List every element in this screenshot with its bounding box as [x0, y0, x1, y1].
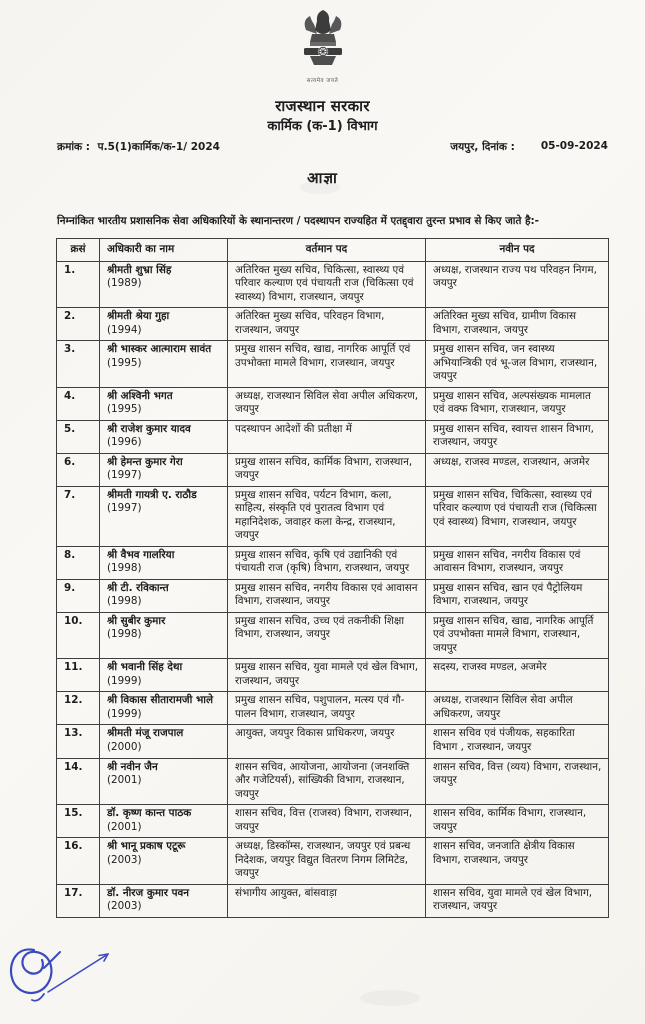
officer-batch-year: (1994)	[107, 323, 142, 336]
table-row	[57, 453, 609, 486]
current-post-cell: पदस्थापन आदेशों की प्रतीक्षा में	[228, 420, 426, 453]
serial-number: 14.	[57, 758, 100, 805]
new-post-cell: प्रमुख शासन सचिव, जन स्वास्थ्य अभियान्त्रिकी एवं भू-जल विभाग, राजस्थान, जयपुर	[426, 341, 609, 388]
officer-name: श्री भास्कर आत्माराम सावंत	[107, 343, 212, 356]
place-date	[450, 140, 608, 154]
serial-number: 8.	[57, 546, 100, 579]
officer-name-cell	[100, 420, 228, 453]
table-row	[57, 546, 609, 579]
current-post-cell: प्रमुख शासन सचिव, पर्यटन विभाग, कला, साहित्य, संस्कृति एवं पुरातत्व विभाग एवं महानिदेशक, जवाहर कला केन्द्र, राजस्थान, जयपुर	[228, 486, 426, 546]
new-post-cell: प्रमुख शासन सचिव, खाद्य, नागरिक आपूर्ति एवं उपभोक्ता मामले विभाग, राजस्थान, जयपुर	[426, 612, 609, 659]
new-post-cell: सदस्य, राजस्व मण्डल, अजमेर	[426, 659, 609, 692]
officer-name-cell	[100, 486, 228, 546]
officer-name-cell	[100, 341, 228, 388]
officer-name: श्री वैभव गालरिया	[107, 548, 175, 561]
current-post-cell: प्रमुख शासन सचिव, युवा मामले एवं खेल विभाग, राजस्थान, जयपुर	[228, 659, 426, 692]
serial-number: 6.	[57, 453, 100, 486]
officer-name-cell	[100, 546, 228, 579]
officer-name-cell	[100, 387, 228, 420]
officer-name-cell	[100, 659, 228, 692]
table-row	[57, 486, 609, 546]
transfer-table	[56, 238, 609, 918]
table-row	[57, 692, 609, 725]
table-row	[57, 579, 609, 612]
current-post-cell: आयुक्त, जयपुर विकास प्राधिकरण, जयपुर	[228, 725, 426, 758]
table-row	[57, 884, 609, 917]
officer-batch-year: (1998)	[107, 562, 142, 575]
officer-name: श्रीमती मंजू राजपाल	[107, 727, 184, 740]
serial-number: 2.	[57, 308, 100, 341]
serial-number: 4.	[57, 387, 100, 420]
officer-name-cell	[100, 805, 228, 838]
officer-name: श्री हेमन्त कुमार गेरा	[107, 455, 183, 468]
new-post-cell: शासन सचिव, वित्त (व्यय) विभाग, राजस्थान, जयपुर	[426, 758, 609, 805]
serial-number: 17.	[57, 884, 100, 917]
new-post-cell: शासन सचिव, युवा मामले एवं खेल विभाग, राजस्थान, जयपुर	[426, 884, 609, 917]
officer-name: श्री राजेश कुमार यादव	[107, 422, 191, 435]
officer-batch-year: (1998)	[107, 595, 142, 608]
officer-name: श्रीमती श्रेया गुहा	[107, 310, 170, 323]
emblem-block	[0, 8, 645, 84]
current-post-cell: संभागीय आयुक्त, बांसवाड़ा	[228, 884, 426, 917]
department-name: कार्मिक (क-1) विभाग	[267, 119, 378, 134]
officer-batch-year: (1998)	[107, 628, 142, 641]
new-post-cell: अध्यक्ष, राजस्थान राज्य पथ परिवहन निगम, जयपुर	[426, 261, 609, 308]
officer-batch-year: (1995)	[107, 356, 142, 369]
current-post-cell: प्रमुख शासन सचिव, कार्मिक विभाग, राजस्थान, जयपुर	[228, 453, 426, 486]
serial-number: 11.	[57, 659, 100, 692]
serial-number: 13.	[57, 725, 100, 758]
officer-name: श्री विकास सीतारामजी भाले	[107, 694, 213, 707]
reference-line	[57, 140, 608, 154]
header-officer-name: अधिकारी का नाम	[100, 239, 228, 262]
officer-batch-year: (2003)	[107, 853, 142, 866]
table-row	[57, 725, 609, 758]
serial-number: 10.	[57, 612, 100, 659]
table-row	[57, 420, 609, 453]
officer-name-cell	[100, 308, 228, 341]
serial-number: 12.	[57, 692, 100, 725]
new-post-cell: प्रमुख शासन सचिव, अल्पसंख्यक मामलात एवं वक्फ विभाग, राजस्थान, जयपुर	[426, 387, 609, 420]
table-row	[57, 341, 609, 388]
officer-batch-year: (1997)	[107, 502, 142, 515]
header-new-post: नवीन पद	[426, 239, 609, 262]
table-row	[57, 261, 609, 308]
officer-name-cell	[100, 838, 228, 885]
order-intro-paragraph: निम्नांकित भारतीय प्रशासनिक सेवा अधिकारियों के स्थानान्तरण / पदस्थापन राज्यहित में एतद्द्वारा तुरन्त प्रभाव से किए जाते है:-	[57, 215, 539, 228]
officer-name: श्री टी. रविकान्त	[107, 581, 169, 594]
new-post-cell: अध्यक्ष, राजस्व मण्डल, राजस्थान, अजमेर	[426, 453, 609, 486]
serial-number: 1.	[57, 261, 100, 308]
officer-batch-year: (1995)	[107, 403, 142, 416]
officer-batch-year: (1999)	[107, 674, 142, 687]
new-post-cell: शासन सचिव एवं पंजीयक, सहकारिता विभाग , राजस्थान, जयपुर	[426, 725, 609, 758]
officer-name: डॉ. कृष्ण कान्त पाठक	[107, 807, 192, 820]
table-header-row	[57, 239, 609, 262]
scan-smudge	[360, 990, 420, 1006]
officer-name-cell	[100, 884, 228, 917]
new-post-cell: अतिरिक्त मुख्य सचिव, ग्रामीण विकास विभाग, राजस्थान, जयपुर	[426, 308, 609, 341]
serial-number: 7.	[57, 486, 100, 546]
new-post-cell: प्रमुख शासन सचिव, स्वायत्त शासन विभाग, राजस्थान, जयपुर	[426, 420, 609, 453]
current-post-cell: अध्यक्ष, डिस्कॉम्स, राजस्थान, जयपुर एवं प्रबन्ध निदेशक, जयपुर विद्युत वितरण निगम लिमिटेड, जयपुर	[228, 838, 426, 885]
officer-name: श्री नवीन जैन	[107, 760, 158, 773]
header-current-post: वर्तमान पद	[228, 239, 426, 262]
officer-name: श्रीमती गायत्री ए. राठौड	[107, 488, 197, 501]
officer-name-cell	[100, 758, 228, 805]
reference-value: प.5(1)कार्मिक/क-1/ 2024	[97, 141, 220, 153]
officer-name: श्री भानू प्रकाष एटूरू	[107, 840, 186, 853]
officer-name: श्री सुबीर कुमार	[107, 614, 166, 627]
officer-batch-year: (1989)	[107, 277, 142, 290]
current-post-cell: शासन सचिव, आयोजना, आयोजना (जनशक्ति और गजेटियर्स), सांख्यिकी विभाग, राजस्थान, जयपुर	[228, 758, 426, 805]
new-post-cell: प्रमुख शासन सचिव, खान एवं पैट्रोलियम विभाग, राजस्थान, जयपुर	[426, 579, 609, 612]
current-post-cell: प्रमुख शासन सचिव, कृषि एवं उद्यानिकी एवं पंचायती राज (कृषि) विभाग, राजस्थान, जयपुर	[228, 546, 426, 579]
table-row	[57, 838, 609, 885]
officer-name-cell	[100, 612, 228, 659]
national-emblem-icon	[296, 8, 350, 74]
signature-scribble	[4, 922, 144, 1017]
table-row	[57, 612, 609, 659]
serial-number: 5.	[57, 420, 100, 453]
new-post-cell: प्रमुख शासन सचिव, नगरीय विकास एवं आवासन विभाग, राजस्थान, जयपुर	[426, 546, 609, 579]
serial-number: 3.	[57, 341, 100, 388]
current-post-cell: प्रमुख शासन सचिव, उच्च एवं तकनीकी शिक्षा विभाग, राजस्थान, जयपुर	[228, 612, 426, 659]
reference-label: क्रमांक :	[57, 141, 90, 153]
officer-name-cell	[100, 579, 228, 612]
officer-batch-year: (1999)	[107, 707, 142, 720]
serial-number: 9.	[57, 579, 100, 612]
new-post-cell: शासन सचिव, जनजाति क्षेत्रीय विकास विभाग, राजस्थान, जयपुर	[426, 838, 609, 885]
current-post-cell: शासन सचिव, वित्त (राजस्व) विभाग, राजस्थान, जयपुर	[228, 805, 426, 838]
officer-name-cell	[100, 725, 228, 758]
place-date-label: जयपुर, दिनांक :	[450, 141, 515, 153]
current-post-cell: अध्यक्ष, राजस्थान सिविल सेवा अपील अधिकरण, जयपुर	[228, 387, 426, 420]
table-row	[57, 805, 609, 838]
officer-name: श्री अश्विनी भगत	[107, 389, 173, 402]
officer-batch-year: (2000)	[107, 740, 142, 753]
officer-batch-year: (1997)	[107, 469, 142, 482]
officer-name: श्री भवानी सिंह देथा	[107, 661, 183, 674]
officer-name-cell	[100, 261, 228, 308]
new-post-cell: अध्यक्ष, राजस्थान सिविल सेवा अपील अधिकरण, जयपुर	[426, 692, 609, 725]
current-post-cell: अतिरिक्त मुख्य सचिव, परिवहन विभाग, राजस्थान, जयपुर	[228, 308, 426, 341]
table-row	[57, 659, 609, 692]
table-row	[57, 758, 609, 805]
officer-batch-year: (2001)	[107, 820, 142, 833]
header-sno: क्रसं	[57, 239, 100, 262]
serial-number: 15.	[57, 805, 100, 838]
serial-number: 16.	[57, 838, 100, 885]
current-post-cell: प्रमुख शासन सचिव, खाद्य, नागरिक आपूर्ति एवं उपभोक्ता मामले विभाग, राजस्थान, जयपुर	[228, 341, 426, 388]
current-post-cell: अतिरिक्त मुख्य सचिव, चिकित्सा, स्वास्थ्य एवं परिवार कल्याण एवं पंचायती राज (चिकित्सा एवं स्वास्थ्य) विभाग, राजस्थान, जयपुर	[228, 261, 426, 308]
officer-batch-year: (2001)	[107, 774, 142, 787]
order-date: 05-09-2024	[540, 140, 608, 152]
officer-name: डॉ. नीरज कुमार पवन	[107, 886, 190, 899]
officer-name-cell	[100, 692, 228, 725]
new-post-cell: प्रमुख शासन सचिव, चिकित्सा, स्वास्थ्य एवं परिवार कल्याण एवं पंचायती राज (चिकित्सा एवं स्वास्थ्य) विभाग, राजस्थान, जयपुर	[426, 486, 609, 546]
officer-batch-year: (1996)	[107, 436, 142, 449]
government-name: राजस्थान सरकार	[275, 97, 370, 115]
order-title: आज्ञा	[307, 169, 338, 187]
emblem-motto: सत्यमेव जयते	[306, 78, 339, 84]
officer-name-cell	[100, 453, 228, 486]
table-row	[57, 308, 609, 341]
new-post-cell: शासन सचिव, कार्मिक विभाग, राजस्थान, जयपुर	[426, 805, 609, 838]
officer-name: श्रीमती शुभ्रा सिंह	[107, 263, 172, 276]
officer-batch-year: (2003)	[107, 900, 142, 913]
reference-number	[57, 140, 220, 154]
current-post-cell: प्रमुख शासन सचिव, पशुपालन, मत्स्य एवं गौ-पालन विभाग, राजस्थान, जयपुर	[228, 692, 426, 725]
current-post-cell: प्रमुख शासन सचिव, नगरीय विकास एवं आवासन विभाग, राजस्थान, जयपुर	[228, 579, 426, 612]
table-row	[57, 387, 609, 420]
